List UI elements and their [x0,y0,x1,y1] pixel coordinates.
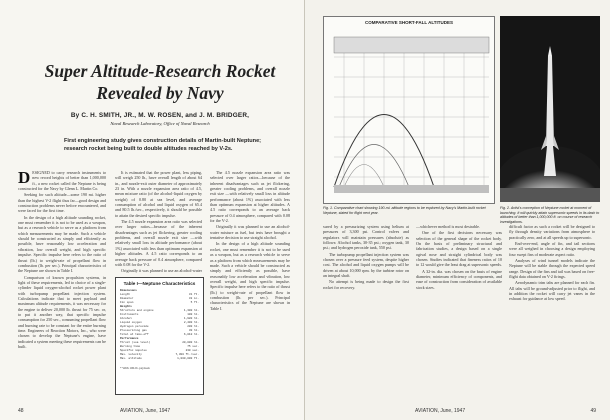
body-paragraph: ESIGNED to carry research instruments to new record heights of better than 1,000,000 ft., a new rocket called the Neptune is being constructed for the Navy by Glenn L. Martin Co. [18,170,106,192]
table-cell-label: Diameter [120,297,134,300]
page-number: 49 [590,408,596,414]
altitude-diagram [324,17,494,203]
table-cell-value: 1,300 lb. [183,309,199,312]
table-title: Table I—Neptune Characteristics [123,281,196,286]
table-cell-value: 100 lb. [187,313,199,316]
table-cell-label: Pressurizing gas [120,329,147,332]
table-cell-value: 1,000,000 ft. [177,357,199,360]
table-cell-value: 200 lb. [187,325,199,328]
page-number: 48 [18,408,24,414]
body-paragraph: Originally it was planned to use an alcohol-water mixture as fuel, but tests have brought a tentative decision to use straight alcohol. [210,224,290,241]
table-cell-label: Fin span [120,301,134,304]
running-foot: AVIATION, June, 1947 [415,408,466,414]
table-cell-value: 6,010 lb. [183,333,199,336]
figure-1-header: COMPARATIVE SHORT-FALL ALTITUDES [365,20,453,25]
body-paragraph: No attempt is being made to design the first rocket for recovery. [323,279,409,290]
body-paragraph: In the design of a high altitude sounding rocket, one must remember it is not to be used as a weapon, but as a research vehicle to serve as a platform from which measurements may be made. Such a vehicle should be constructed as simply and efficiently as possible, have reasonably low acceleration and vibration, low overall weight, and high specific impulse. Specific impulse here refers to the ratio of thrust (lb.) to weight-rate of propellant flow in combustion (lb. per sec.). Principal characteristics of the Neptune are shown in Table I. [18,214,106,274]
drop-cap: D [18,170,31,187]
table-cell-value: 31 ft. [188,293,199,296]
body-paragraph: It is estimated that the power plant, less piping, will weigh 250 lb., have overall length of about 64 in., and nozzle-exit outer diameter of approximately 23 in. With a nozzle expansion area ratio of 4.5, mean mixture ratio (of the alcohol-liquid oxygen by weight) of 0.80 at sea level, and average consumption of alcohol and liquid oxygen of 65.4 and 80.5 lb./sec., respectively, it should be possible to attain the desired specific impulse. [115,170,202,218]
article-abstract: First engineering study gives construction details of Martin-built Neptune; research rocket being built to double altitudes reached by V-2s. [64,138,262,152]
right-column-3 [509,224,595,402]
left-column-1 [18,170,106,402]
table-cell-value: 75 sec. [187,345,199,348]
table-cell-value: 7,300 ft./sec. [175,353,199,356]
table-cell-label: Hydrogen peroxide [120,325,149,328]
rocket-launch-illustration [500,16,600,202]
table-cell-value: 230 sec. [185,349,199,352]
table-cell-label: Weights [120,305,132,308]
table-cell-label: Performance [120,337,139,340]
table-cell-label: Structure and engine [120,309,154,312]
body-paragraph: difficult factor as such a rocket will be designed to fly through density variations from atmosphere to practically zero, and at all speeds up to supersonic. [509,224,595,240]
body-paragraph: A 32-in. dia. was chosen on the basis of engine diameter, minimum efficiency of components, and ease of construction from consideration of available stock sizes. [416,268,502,290]
body-paragraph: Analyses of wind tunnel models indicate the Neptune will be stable through the expected speed range. Design of the fins and tail was based on free-flight data obtained on V-2 firings. [509,258,595,280]
table-cell-value: 5 ft. [190,301,199,304]
running-foot: AVIATION, June, 1947 [120,408,171,414]
left-column-2 [115,170,202,274]
table-cell-value: 1,980 lb. [183,317,199,320]
body-paragraph: Aerodynamic trim tabs are planned for each fin. All tabs will be ground-adjusted prior to flight, and in addition the rocket will carry jet vanes in the exhaust for guidance at low speed. [509,280,595,302]
body-paragraph: Seeking for such altitude—some 190 mi. higher than the highest V-2 flight thus far—good design and construction problems never before encountered, and were faced for the first time. [18,192,106,214]
right-column-2 [416,224,502,402]
table-cell-label: Max. altitude [120,357,142,360]
body-paragraph: The 4.5 nozzle expansion area ratio was selected over larger ratios—because of the inherent disadvantages such as jet flickering, greater cooling problems, and overall nozzle exit size —with relatively small loss in altitude performance (about 1%) associated with less than optimum expansion at higher altitudes. A 4.5 ratio corresponds to an average back pressure of 0.4 atmosphere, compared with 0.08 for the V-2. [210,170,290,224]
body-paragraph: One of the first decisions necessary was selection of the general shape of the rocket body. On the basis of preliminary structural and fabrication studies, a design based on a single ogival nose and straight cylindrical body was chosen. Studies indicated that fineness ratios of 10 to 12 would give the least drag at supersonic speeds. [416,230,502,268]
table-cell-value: 2,400 lb. [183,321,199,324]
table-cell-label: Total at take-off [120,333,149,336]
left-column-3 [210,170,290,402]
body-paragraph: —whichever method is most desirable. [416,224,481,229]
article-title: Super Altitude-Research Rocket Revealed by Navy [44,61,276,103]
table-row [120,357,199,361]
figure-2-photo [500,16,600,202]
body-paragraph: The 4.5 nozzle expansion area ratio was selected over larger ratios—because of the inherent disadvantages such as jet flickering, greater cooling problems, and overall nozzle exit size —with relatively small loss in altitude performance (about 1%) associated with less than optimum expansion at higher altitudes. A 4.5 ratio corresponds to an average back pressure of 0.4 atmosphere, compared with 0.08 for the V-2. [115,219,202,267]
body-paragraph: sured by a pressurizing system using helium at pressures of 3,300 psi. Control valves and regulators will maintain pressures (absolute) as follows: Alcohol tanks, 30-35 psi.; oxygen tank, 30 psi.; and hydrogen peroxide tank, 550 psi. [323,224,409,251]
table-cell-value: 20,000 lb. [182,341,199,344]
body-paragraph: Originally it was planned to use an alcohol-water [121,268,202,274]
table-cell-label: Thrust (sea level) [120,341,151,344]
article-authors: By C. H. SMITH, JR., M. W. ROSEN, and J. M. BRIDGER, [70,112,250,119]
table-note: * With 100-lb. payload. [120,366,151,370]
table-cell-label: Burning time [120,345,141,348]
body-paragraph: The turbopump propellant injection system was chosen over a pressure feed system, despite higher cost. The alcohol and liquid oxygen pumps will be driven at about 10,000 rpm. by the turbine rotor on an integral shaft. [323,251,409,279]
author-affiliation: Naval Research Laboratory, Office of Naval Research [110,121,210,126]
table-body [116,286,203,364]
table-cell-label: Length [120,293,131,296]
table-cell-label: Dimensions [120,289,137,292]
table-cell-label: Max. velocity [120,353,142,356]
body-paragraph: End-over-end, angle of fin, and tail sections were all weighed in choosing a design employing four swept fins of moderate aspect ratio. [509,241,595,257]
body-paragraph: In the design of a high altitude sounding rocket, one must remember it is not to be used as a weapon, but as a research vehicle to serve as a platform from which measurements may be made. Such a vehicle should be constructed as simply and efficiently as possible, have reasonably low acceleration and vibration, low overall weight, and high specific impulse. Specific impulse here refers to the ratio of thrust (lb.) to weight-rate of propellant flow in combustion (lb. per sec.). Principal characteristics of the Neptune are shown in Table I. [210,241,290,311]
body-paragraph: Comparison of known propulsion systems, in light of these requirements, led to choice of a single-cylinder liquid oxygen-alcohol rocket power plant with turbopump propellant injection system. Calculations indicate that to meet payload and maximum altitude requirements, it was necessary for the engine to deliver 20,000 lb. thrust for 75 sec. or, to put it another way, that specific impulse consumption for 250 sec., consuming propellant flow and burning rate to be constant for the entire burning time. Engineers of Reaction Motors, Inc., who were chosen to develop the Neptune's engine, have indicated a system meeting these requirements can be built. [18,274,106,349]
figure-2-caption: Fig. 2. Artist's conception of Neptune rocket at moment of launching. It will quickly attain supersonic speeds in its dash to altitudes of better than 1,000,000 ft. on course of research investigations. [500,206,600,224]
figure-1-caption: Fig. 1. Comparative chart showing 190-mi. altitude regions to be explored by Navy's Martin-built rocket Neptune, slated for flight next year. [323,206,486,215]
right-page [305,0,610,420]
table-cell-value: 32 in. [188,297,199,300]
table-cell-label: Instruments [120,313,139,316]
right-column-1 [323,224,409,402]
table-cell-label: Alcohol [120,317,132,320]
figure-1-chart [323,16,495,204]
table-cell-label: Specific impulse [120,349,147,352]
characteristics-table [115,277,204,395]
table-cell-value: 30 lb. [188,329,199,332]
table-cell-label: Liquid oxygen [120,321,142,324]
